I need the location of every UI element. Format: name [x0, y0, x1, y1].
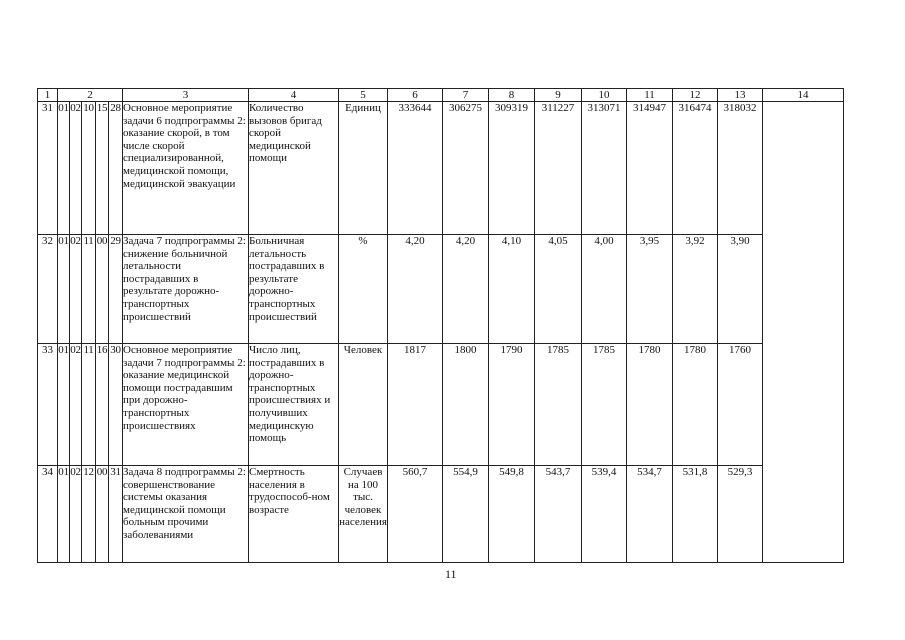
code-cell: 12	[82, 466, 96, 563]
header-cell: 1	[38, 89, 58, 102]
value-cell: 314947	[627, 102, 673, 235]
code-cell: 02	[70, 102, 82, 235]
header-cell: 10	[582, 89, 627, 102]
value-cell: 309319	[489, 102, 535, 235]
value-cell: 311227	[535, 102, 582, 235]
code-cell: 00	[96, 235, 109, 344]
value-cell: 543,7	[535, 466, 582, 563]
header-cell: 2	[58, 89, 123, 102]
table-row	[38, 235, 844, 344]
unit-cell: %	[339, 235, 388, 344]
header-cell: 4	[249, 89, 339, 102]
header-cell: 5	[339, 89, 388, 102]
value-cell: 560,7	[388, 466, 443, 563]
table-row	[38, 466, 844, 563]
value-cell: 539,4	[582, 466, 627, 563]
code-cell: 29	[109, 235, 123, 344]
code-cell: 02	[70, 466, 82, 563]
indicator-name: Число лиц, пострадавших в дорожно-транспортных происшествиях и получивших медицинскую помощь	[249, 344, 339, 466]
unit-cell: Единиц	[339, 102, 388, 235]
page-number: 11	[445, 567, 457, 581]
code-cell: 15	[96, 102, 109, 235]
code-cell: 01	[58, 235, 70, 344]
header-cell: 3	[123, 89, 249, 102]
table-row	[38, 344, 844, 466]
header-row	[38, 89, 844, 102]
value-cell: 554,9	[443, 466, 489, 563]
value-cell: 1790	[489, 344, 535, 466]
value-cell: 1760	[718, 344, 763, 466]
row-number: 31	[38, 102, 58, 235]
activity-name: Задача 7 подпрограммы 2: снижение больничной летальности пострадавших в результате дорожно-транспортных происшествий	[123, 235, 249, 344]
code-cell: 31	[109, 466, 123, 563]
header-cell: 8	[489, 89, 535, 102]
value-cell: 4,10	[489, 235, 535, 344]
code-cell: 01	[58, 102, 70, 235]
value-cell: 1800	[443, 344, 489, 466]
code-cell: 30	[109, 344, 123, 466]
value-cell: 316474	[673, 102, 718, 235]
value-cell: 4,05	[535, 235, 582, 344]
code-cell: 11	[82, 344, 96, 466]
code-cell: 01	[58, 466, 70, 563]
activity-name: Основное мероприятие задачи 6 подпрограммы 2: оказание скорой, в том числе скорой специализированной, медицинской помощи, медицинской эвакуации	[123, 102, 249, 235]
unit-cell: Человек	[339, 344, 388, 466]
value-cell: 529,3	[718, 466, 763, 563]
row-number: 33	[38, 344, 58, 466]
value-cell: 1780	[673, 344, 718, 466]
value-cell: 4,20	[388, 235, 443, 344]
value-cell: 1785	[582, 344, 627, 466]
header-cell: 6	[388, 89, 443, 102]
header-cell: 11	[627, 89, 673, 102]
header-cell: 7	[443, 89, 489, 102]
code-cell: 02	[70, 235, 82, 344]
value-cell: 534,7	[627, 466, 673, 563]
value-cell: 4,20	[443, 235, 489, 344]
indicator-name: Смертность населения в трудоспособ-ном возрасте	[249, 466, 339, 563]
value-cell: 333644	[388, 102, 443, 235]
value-cell: 1817	[388, 344, 443, 466]
header-cell: 9	[535, 89, 582, 102]
unit-cell: Случаев на 100 тыс. человек населения	[339, 466, 388, 563]
row-number: 32	[38, 235, 58, 344]
value-cell: 549,8	[489, 466, 535, 563]
value-cell: 306275	[443, 102, 489, 235]
activity-name: Задача 8 подпрограммы 2: совершенствование системы оказания медицинской помощи больным прочими заболеваниями	[123, 466, 249, 563]
indicators-table	[37, 88, 844, 563]
value-cell: 4,00	[582, 235, 627, 344]
header-cell: 14	[763, 89, 844, 102]
indicator-name: Больничная летальность пострадавших в результате дорожно-транспортных происшествий	[249, 235, 339, 344]
value-cell: 313071	[582, 102, 627, 235]
value-cell: 318032	[718, 102, 763, 235]
row-number: 34	[38, 466, 58, 563]
value-cell: 1785	[535, 344, 582, 466]
code-cell: 00	[96, 466, 109, 563]
value-cell: 3,92	[673, 235, 718, 344]
code-cell: 02	[70, 344, 82, 466]
code-cell: 01	[58, 344, 70, 466]
table-row	[38, 102, 844, 235]
header-cell: 12	[673, 89, 718, 102]
code-cell: 11	[82, 235, 96, 344]
activity-name: Основное мероприятие задачи 7 подпрограммы 2: оказание медицинской помощи пострадавшим при дорожно-транспортных происшествиях	[123, 344, 249, 466]
value-cell: 1780	[627, 344, 673, 466]
code-cell: 28	[109, 102, 123, 235]
header-cell: 13	[718, 89, 763, 102]
value-cell: 3,90	[718, 235, 763, 344]
value-cell: 531,8	[673, 466, 718, 563]
indicator-name: Количество вызовов бригад скорой медицинской помощи	[249, 102, 339, 235]
code-cell: 10	[82, 102, 96, 235]
column-14-cell	[763, 102, 844, 563]
code-cell: 16	[96, 344, 109, 466]
value-cell: 3,95	[627, 235, 673, 344]
